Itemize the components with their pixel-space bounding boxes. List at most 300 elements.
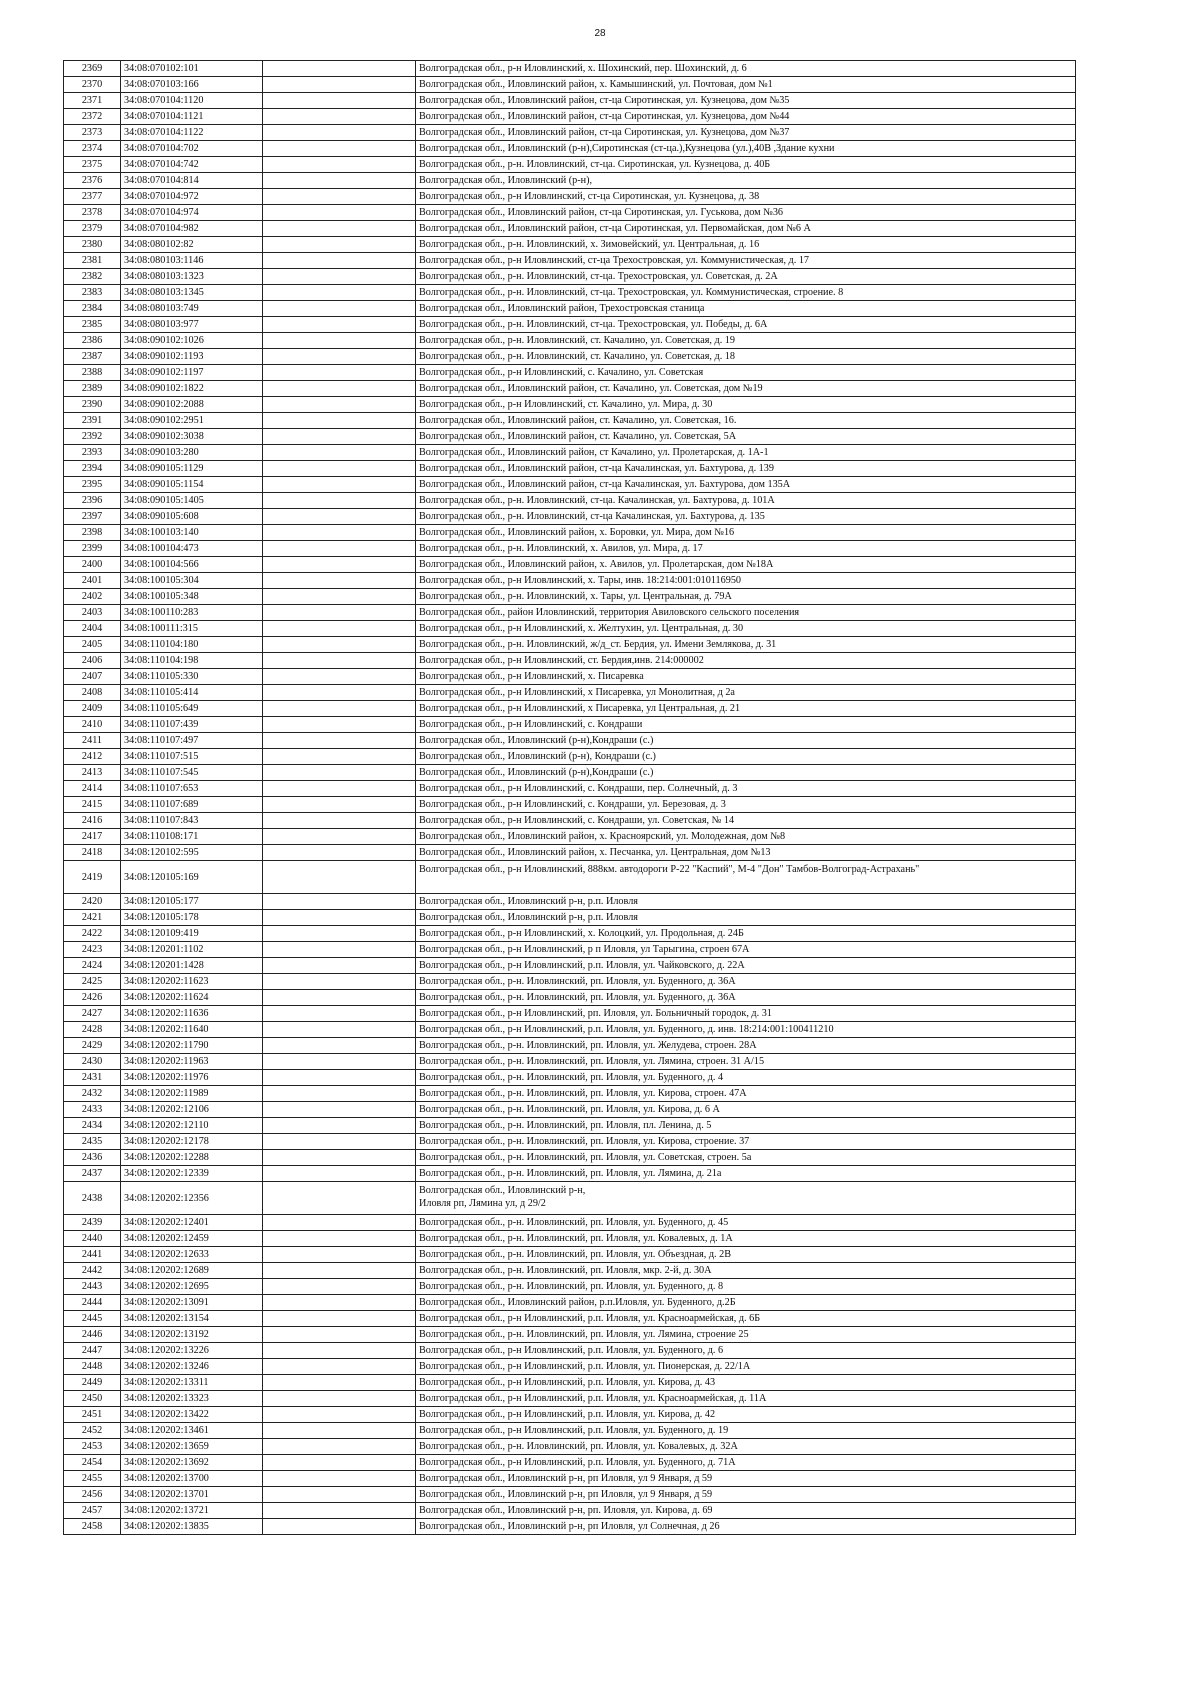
row-number-cell: 2392: [64, 429, 121, 445]
cadastral-number-cell: 34:08:080103:749: [121, 301, 263, 317]
cadastral-number-cell: 34:08:120202:13835: [121, 1519, 263, 1535]
empty-cell: [263, 1439, 416, 1455]
cadastral-number-cell: 34:08:120202:13091: [121, 1295, 263, 1311]
address-cell: [416, 1423, 1076, 1439]
table-row: [64, 1455, 1076, 1471]
row-number-cell: 2442: [64, 1263, 121, 1279]
empty-cell: [263, 733, 416, 749]
address-cell: [416, 461, 1076, 477]
row-number-cell: 2454: [64, 1455, 121, 1471]
cadastral-number-cell: 34:08:120202:13701: [121, 1487, 263, 1503]
address-line-2: Иловля рп, Лямина ул, д 29/2: [419, 1198, 546, 1209]
row-number-cell: 2376: [64, 173, 121, 189]
address-cell: [416, 1022, 1076, 1038]
empty-cell: [263, 461, 416, 477]
cadastral-number-cell: 34:08:120202:12356: [121, 1182, 263, 1215]
address-cell: [416, 221, 1076, 237]
row-number-cell: 2372: [64, 109, 121, 125]
cadastral-number-cell: 34:08:070104:814: [121, 173, 263, 189]
empty-cell: [263, 1231, 416, 1247]
row-number-cell: 2445: [64, 1311, 121, 1327]
empty-cell: [263, 653, 416, 669]
empty-cell: [263, 445, 416, 461]
address-line: Волгоградская обл., р-н Иловлинский, с. Кондраши: [419, 719, 643, 730]
row-number-cell: 2386: [64, 333, 121, 349]
address-cell: [416, 1455, 1076, 1471]
address-line: Волгоградская обл., р-н. Иловлинский, ст-ца. Трехостровская, ул. Коммунистическая, строение. 8: [419, 287, 844, 298]
address-cell: [416, 1311, 1076, 1327]
table-row: [64, 894, 1076, 910]
address-cell: [416, 1359, 1076, 1375]
row-number-cell: 2458: [64, 1519, 121, 1535]
empty-cell: [263, 1086, 416, 1102]
row-number-cell: 2433: [64, 1102, 121, 1118]
cadastral-number-cell: 34:08:110107:439: [121, 717, 263, 733]
address-line: Волгоградская обл., Иловлинский (р-н),: [419, 175, 593, 186]
address-line: Волгоградская обл., р-н. Иловлинский, рп. Иловля, пл. Ленина, д. 5: [419, 1120, 712, 1131]
row-number-cell: 2390: [64, 397, 121, 413]
cadastral-number-cell: 34:08:110107:689: [121, 797, 263, 813]
empty-cell: [263, 285, 416, 301]
address-cell: [416, 1375, 1076, 1391]
table-row: [64, 781, 1076, 797]
table-row: [64, 1391, 1076, 1407]
table-row: [64, 1022, 1076, 1038]
cadastral-number-cell: 34:08:080103:1345: [121, 285, 263, 301]
row-number-cell: 2416: [64, 813, 121, 829]
table-row: [64, 605, 1076, 621]
row-number-cell: 2393: [64, 445, 121, 461]
address-line: Волгоградская обл., р-н Иловлинский, ст. Качалино, ул. Мира, д. 30: [419, 399, 713, 410]
address-cell: [416, 894, 1076, 910]
empty-cell: [263, 349, 416, 365]
address-cell: [416, 269, 1076, 285]
table-row: [64, 797, 1076, 813]
cadastral-number-cell: 34:08:110104:198: [121, 653, 263, 669]
address-cell: [416, 669, 1076, 685]
empty-cell: [263, 93, 416, 109]
empty-cell: [263, 1391, 416, 1407]
address-cell: [416, 701, 1076, 717]
empty-cell: [263, 1182, 416, 1215]
table-row: [64, 285, 1076, 301]
table-row: [64, 1343, 1076, 1359]
address-line: Волгоградская обл., р-н. Иловлинский, ст-ца. Качалинская, ул. Бахтурова, д. 101А: [419, 495, 775, 506]
cadastral-number-cell: 34:08:120201:1102: [121, 942, 263, 958]
address-cell: [416, 573, 1076, 589]
row-number-cell: 2425: [64, 974, 121, 990]
address-cell: [416, 285, 1076, 301]
cadastral-number-cell: 34:08:090102:2951: [121, 413, 263, 429]
address-line: Волгоградская обл., р-н Иловлинский, с. Кондраши, пер. Солнечный, д. 3: [419, 783, 738, 794]
empty-cell: [263, 605, 416, 621]
row-number-cell: 2427: [64, 1006, 121, 1022]
empty-cell: [263, 413, 416, 429]
cadastral-number-cell: 34:08:120202:13461: [121, 1423, 263, 1439]
table-row: [64, 621, 1076, 637]
address-line: Волгоградская обл., Иловлинский район, х. Боровки, ул. Мира, дом №16: [419, 527, 735, 538]
cadastral-number-cell: 34:08:120202:11976: [121, 1070, 263, 1086]
address-line: Волгоградская обл., р-н. Иловлинский, рп. Иловля, ул. Кирова, строен. 47А: [419, 1088, 747, 1099]
table-row: [64, 1134, 1076, 1150]
row-number-cell: 2440: [64, 1231, 121, 1247]
address-line: Волгоградская обл., р-н Иловлинский, с. Кондраши, ул. Советская, № 14: [419, 815, 735, 826]
row-number-cell: 2437: [64, 1166, 121, 1182]
empty-cell: [263, 1102, 416, 1118]
address-line: Волгоградская обл., р-н. Иловлинский, рп. Иловля, ул. Лямина, строение 25: [419, 1329, 749, 1340]
cadastral-number-cell: 34:08:110107:515: [121, 749, 263, 765]
empty-cell: [263, 61, 416, 77]
row-number-cell: 2404: [64, 621, 121, 637]
address-cell: [416, 429, 1076, 445]
address-cell: [416, 1134, 1076, 1150]
address-cell: [416, 1070, 1076, 1086]
address-line: Волгоградская обл., Иловлинский район, ст-ца Сиротинская, ул. Первомайская, дом №6 А: [419, 223, 811, 234]
cadastral-number-cell: 34:08:090102:3038: [121, 429, 263, 445]
address-line: Волгоградская обл., р-н Иловлинский, р.п. Иловля, ул. Кирова, д. 43: [419, 1377, 716, 1388]
address-line: Волгоградская обл., Иловлинский район, ст. Качалино, ул. Советская, 16.: [419, 415, 737, 426]
row-number-cell: 2435: [64, 1134, 121, 1150]
table-row: [64, 173, 1076, 189]
row-number-cell: 2380: [64, 237, 121, 253]
table-row: [64, 1102, 1076, 1118]
cadastral-number-cell: 34:08:120105:178: [121, 910, 263, 926]
address-line: Волгоградская обл., Иловлинский район, ст-ца Сиротинская, ул. Кузнецова, дом №44: [419, 111, 790, 122]
empty-cell: [263, 317, 416, 333]
row-number-cell: 2449: [64, 1375, 121, 1391]
table-row: [64, 205, 1076, 221]
address-line: Волгоградская обл., Иловлинский р-н,: [419, 1185, 586, 1196]
table-row: [64, 910, 1076, 926]
empty-cell: [263, 942, 416, 958]
empty-cell: [263, 621, 416, 637]
row-number-cell: 2414: [64, 781, 121, 797]
empty-cell: [263, 589, 416, 605]
row-number-cell: 2450: [64, 1391, 121, 1407]
table-row: [64, 1503, 1076, 1519]
empty-cell: [263, 781, 416, 797]
cadastral-number-cell: 34:08:120105:169: [121, 861, 263, 894]
row-number-cell: 2446: [64, 1327, 121, 1343]
address-cell: [416, 157, 1076, 173]
address-line: Волгоградская обл., р-н. Иловлинский, рп. Иловля, ул. Желудева, строен. 28А: [419, 1040, 757, 1051]
row-number-cell: 2417: [64, 829, 121, 845]
row-number-cell: 2384: [64, 301, 121, 317]
address-cell: [416, 525, 1076, 541]
address-line: Волгоградская обл., р-н. Иловлинский, х. Авилов, ул. Мира, д. 17: [419, 543, 703, 554]
row-number-cell: 2430: [64, 1054, 121, 1070]
row-number-cell: 2395: [64, 477, 121, 493]
address-cell: [416, 1471, 1076, 1487]
table-row: [64, 1487, 1076, 1503]
address-cell: [416, 1439, 1076, 1455]
address-line: Волгоградская обл., р-н. Иловлинский, х. Зимовейский, ул. Центральная, д. 16: [419, 239, 760, 250]
empty-cell: [263, 717, 416, 733]
empty-cell: [263, 509, 416, 525]
table-row: [64, 861, 1076, 894]
cadastral-number-cell: 34:08:110105:330: [121, 669, 263, 685]
empty-cell: [263, 990, 416, 1006]
address-cell: [416, 125, 1076, 141]
empty-cell: [263, 1263, 416, 1279]
row-number-cell: 2389: [64, 381, 121, 397]
cadastral-number-cell: 34:08:120202:11623: [121, 974, 263, 990]
empty-cell: [263, 829, 416, 845]
cadastral-number-cell: 34:08:120201:1428: [121, 958, 263, 974]
address-cell: [416, 317, 1076, 333]
row-number-cell: 2388: [64, 365, 121, 381]
address-cell: [416, 109, 1076, 125]
row-number-cell: 2422: [64, 926, 121, 942]
empty-cell: [263, 1070, 416, 1086]
cadastral-number-cell: 34:08:120202:13323: [121, 1391, 263, 1407]
cadastral-number-cell: 34:08:070104:972: [121, 189, 263, 205]
address-line: Волгоградская обл., Иловлинский р-н, рп. Иловля, ул. Кирова, д. 69: [419, 1505, 713, 1516]
address-line: Волгоградская обл., Иловлинский район, ст Качалино, ул. Пролетарская, д. 1А-1: [419, 447, 769, 458]
cadastral-number-cell: 34:08:120202:13311: [121, 1375, 263, 1391]
table-row: [64, 1439, 1076, 1455]
empty-cell: [263, 765, 416, 781]
address-line: Волгоградская обл., р-н. Иловлинский, рп. Иловля, ул. Объездная, д. 2В: [419, 1249, 732, 1260]
table-row: [64, 301, 1076, 317]
address-cell: [416, 61, 1076, 77]
cadastral-number-cell: 34:08:120202:11624: [121, 990, 263, 1006]
address-line: Волгоградская обл., р-н Иловлинский, ст-ца Сиротинская, ул. Кузнецова, д. 38: [419, 191, 760, 202]
address-line: Волгоградская обл., р-н. Иловлинский, ст-ца. Трехостровская, ул. Советская, д. 2А: [419, 271, 778, 282]
table-row: [64, 61, 1076, 77]
table-row: [64, 958, 1076, 974]
property-registry-table: [63, 60, 1076, 1535]
cadastral-number-cell: 34:08:100111:315: [121, 621, 263, 637]
address-cell: [416, 653, 1076, 669]
row-number-cell: 2382: [64, 269, 121, 285]
address-line: Волгоградская обл., р-н Иловлинский, р.п. Иловля, ул. Красноармейская, д. 11А: [419, 1393, 767, 1404]
table-row: [64, 413, 1076, 429]
empty-cell: [263, 1455, 416, 1471]
row-number-cell: 2447: [64, 1343, 121, 1359]
cadastral-number-cell: 34:08:070104:1122: [121, 125, 263, 141]
row-number-cell: 2408: [64, 685, 121, 701]
empty-cell: [263, 1487, 416, 1503]
table-row: [64, 1247, 1076, 1263]
address-line: Волгоградская обл., Иловлинский район, ст. Качалино, ул. Советская, 5А: [419, 431, 737, 442]
address-cell: [416, 477, 1076, 493]
table-row: [64, 557, 1076, 573]
row-number-cell: 2438: [64, 1182, 121, 1215]
address-line: Волгоградская обл., Иловлинский район, ст. Качалино, ул. Советская, дом №19: [419, 383, 763, 394]
cadastral-number-cell: 34:08:090105:1129: [121, 461, 263, 477]
address-line: Волгоградская обл., р-н Иловлинский, с. Кондраши, ул. Березовая, д. 3: [419, 799, 726, 810]
address-line: Волгоградская обл., р-н. Иловлинский, рп. Иловля, ул. Ковалевых, д. 1А: [419, 1233, 733, 1244]
table-row: [64, 990, 1076, 1006]
cadastral-number-cell: 34:08:110107:497: [121, 733, 263, 749]
row-number-cell: 2407: [64, 669, 121, 685]
address-line: Волгоградская обл., район Иловлинский, территория Авиловского сельского поселения: [419, 607, 800, 618]
cadastral-number-cell: 34:08:110104:180: [121, 637, 263, 653]
table-row: [64, 1327, 1076, 1343]
cadastral-number-cell: 34:08:090102:2088: [121, 397, 263, 413]
table-row: [64, 541, 1076, 557]
address-line: Волгоградская обл., р-н Иловлинский, х. Шохинский, пер. Шохинский, д. 6: [419, 63, 747, 74]
empty-cell: [263, 910, 416, 926]
empty-cell: [263, 541, 416, 557]
empty-cell: [263, 301, 416, 317]
row-number-cell: 2383: [64, 285, 121, 301]
table-row: [64, 1407, 1076, 1423]
empty-cell: [263, 189, 416, 205]
table-row: [64, 125, 1076, 141]
address-cell: [416, 1391, 1076, 1407]
address-line: Волгоградская обл., Иловлинский р-н, рп Иловля, ул Солнечная, д 26: [419, 1521, 720, 1532]
empty-cell: [263, 958, 416, 974]
table-row: [64, 317, 1076, 333]
cadastral-number-cell: 34:08:120202:12178: [121, 1134, 263, 1150]
empty-cell: [263, 845, 416, 861]
address-line: Волгоградская обл., р-н Иловлинский, х. Тары, инв. 18:214:001:010116950: [419, 575, 742, 586]
address-cell: [416, 1054, 1076, 1070]
row-number-cell: 2424: [64, 958, 121, 974]
table-row: [64, 269, 1076, 285]
cadastral-number-cell: 34:08:120202:12459: [121, 1231, 263, 1247]
table-row: [64, 141, 1076, 157]
row-number-cell: 2396: [64, 493, 121, 509]
empty-cell: [263, 1519, 416, 1535]
row-number-cell: 2409: [64, 701, 121, 717]
empty-cell: [263, 669, 416, 685]
address-line: Волгоградская обл., р-н Иловлинский, р п Иловля, ул Тарыгина, строен 67А: [419, 944, 750, 955]
row-number-cell: 2387: [64, 349, 121, 365]
address-line: Волгоградская обл., Иловлинский район, х. Камышинский, ул. Почтовая, дом №1: [419, 79, 773, 90]
cadastral-number-cell: 34:08:120202:13154: [121, 1311, 263, 1327]
empty-cell: [263, 1054, 416, 1070]
address-cell: [416, 926, 1076, 942]
table-row: [64, 1054, 1076, 1070]
table-row: [64, 445, 1076, 461]
row-number-cell: 2379: [64, 221, 121, 237]
address-line: Волгоградская обл., р-н. Иловлинский, ст-ца. Трехостровская, ул. Победы, д. 6А: [419, 319, 768, 330]
address-cell: [416, 861, 1076, 894]
cadastral-number-cell: 34:08:120202:13721: [121, 1503, 263, 1519]
cadastral-number-cell: 34:08:100104:473: [121, 541, 263, 557]
empty-cell: [263, 701, 416, 717]
table-row: [64, 573, 1076, 589]
row-number-cell: 2378: [64, 205, 121, 221]
address-line: Волгоградская обл., Иловлинский район, х. Авилов, ул. Пролетарская, дом №18А: [419, 559, 774, 570]
address-line: Волгоградская обл., р-н Иловлинский, р.п. Иловля, ул. Буденного, д. 6: [419, 1345, 724, 1356]
address-cell: [416, 93, 1076, 109]
cadastral-number-cell: 34:08:120202:13659: [121, 1439, 263, 1455]
empty-cell: [263, 77, 416, 93]
row-number-cell: 2452: [64, 1423, 121, 1439]
address-cell: [416, 1150, 1076, 1166]
row-number-cell: 2456: [64, 1487, 121, 1503]
cadastral-number-cell: 34:08:120202:13422: [121, 1407, 263, 1423]
empty-cell: [263, 894, 416, 910]
cadastral-number-cell: 34:08:070102:101: [121, 61, 263, 77]
cadastral-number-cell: 34:08:100105:348: [121, 589, 263, 605]
empty-cell: [263, 333, 416, 349]
empty-cell: [263, 173, 416, 189]
cadastral-number-cell: 34:08:120202:13192: [121, 1327, 263, 1343]
address-line: Волгоградская обл., р-н Иловлинский, р.п. Иловля, ул. Буденного, д. 71А: [419, 1457, 736, 1468]
row-number-cell: 2418: [64, 845, 121, 861]
empty-cell: [263, 1134, 416, 1150]
row-number-cell: 2451: [64, 1407, 121, 1423]
row-number-cell: 2394: [64, 461, 121, 477]
empty-cell: [263, 861, 416, 894]
row-number-cell: 2391: [64, 413, 121, 429]
empty-cell: [263, 797, 416, 813]
cadastral-number-cell: 34:08:070104:1121: [121, 109, 263, 125]
cadastral-number-cell: 34:08:120202:11636: [121, 1006, 263, 1022]
address-line: Волгоградская обл., Иловлинский район, ст-ца Сиротинская, ул. Кузнецова, дом №37: [419, 127, 790, 138]
table-row: [64, 1038, 1076, 1054]
empty-cell: [263, 125, 416, 141]
address-line: Волгоградская обл., р-н. Иловлинский, рп. Иловля, ул. Буденного, д. 8: [419, 1281, 724, 1292]
address-cell: [416, 621, 1076, 637]
row-number-cell: 2405: [64, 637, 121, 653]
cadastral-number-cell: 34:08:090103:280: [121, 445, 263, 461]
row-number-cell: 2375: [64, 157, 121, 173]
row-number-cell: 2406: [64, 653, 121, 669]
table-row: [64, 685, 1076, 701]
cadastral-number-cell: 34:08:120202:11989: [121, 1086, 263, 1102]
empty-cell: [263, 477, 416, 493]
table-row: [64, 733, 1076, 749]
table-row: [64, 1295, 1076, 1311]
registry-body: [64, 61, 1076, 1535]
address-cell: [416, 397, 1076, 413]
address-line: Волгоградская обл., р-н. Иловлинский, ст-ца Качалинская, ул. Бахтурова, д. 135: [419, 511, 765, 522]
row-number-cell: 2419: [64, 861, 121, 894]
table-row: [64, 1375, 1076, 1391]
address-line: Волгоградская обл., р-н. Иловлинский, ст. Качалино, ул. Советская, д. 19: [419, 335, 735, 346]
address-line: Волгоградская обл., р-н. Иловлинский, рп. Иловля, ул. Кирова, строение. 37: [419, 1136, 750, 1147]
address-cell: [416, 605, 1076, 621]
empty-cell: [263, 1215, 416, 1231]
address-line: Волгоградская обл., Иловлинский (р-н), Кондраши (с.): [419, 751, 656, 762]
cadastral-number-cell: 34:08:120202:12339: [121, 1166, 263, 1182]
address-line: Волгоградская обл., р-н Иловлинский, х. Колоцкий, ул. Продольная, д. 24Б: [419, 928, 744, 939]
empty-cell: [263, 1327, 416, 1343]
cadastral-number-cell: 34:08:110107:653: [121, 781, 263, 797]
address-cell: [416, 637, 1076, 653]
address-cell: [416, 1166, 1076, 1182]
table-row: [64, 1311, 1076, 1327]
address-line: Волгоградская обл., р-н. Иловлинский, рп. Иловля, ул. Кирова, д. 6 А: [419, 1104, 720, 1115]
address-cell: [416, 829, 1076, 845]
cadastral-number-cell: 34:08:100105:304: [121, 573, 263, 589]
row-number-cell: 2410: [64, 717, 121, 733]
empty-cell: [263, 557, 416, 573]
cadastral-number-cell: 34:08:070103:166: [121, 77, 263, 93]
address-cell: [416, 301, 1076, 317]
table-row: [64, 381, 1076, 397]
address-cell: [416, 77, 1076, 93]
row-number-cell: 2371: [64, 93, 121, 109]
address-line: Волгоградская обл., Иловлинский район, ст-ца Качалинская, ул. Бахтурова, д. 139: [419, 463, 774, 474]
address-cell: [416, 493, 1076, 509]
table-row: [64, 1263, 1076, 1279]
address-line: Волгоградская обл., Иловлинский район, р.п.Иловля, ул. Буденного, д.2Б: [419, 1297, 736, 1308]
address-line: Волгоградская обл., р-н Иловлинский, р.п. Иловля, ул. Буденного, д. инв. 18:214:001:100411210: [419, 1024, 834, 1035]
empty-cell: [263, 1150, 416, 1166]
table-row: [64, 717, 1076, 733]
empty-cell: [263, 205, 416, 221]
empty-cell: [263, 1118, 416, 1134]
row-number-cell: 2398: [64, 525, 121, 541]
table-row: [64, 1359, 1076, 1375]
